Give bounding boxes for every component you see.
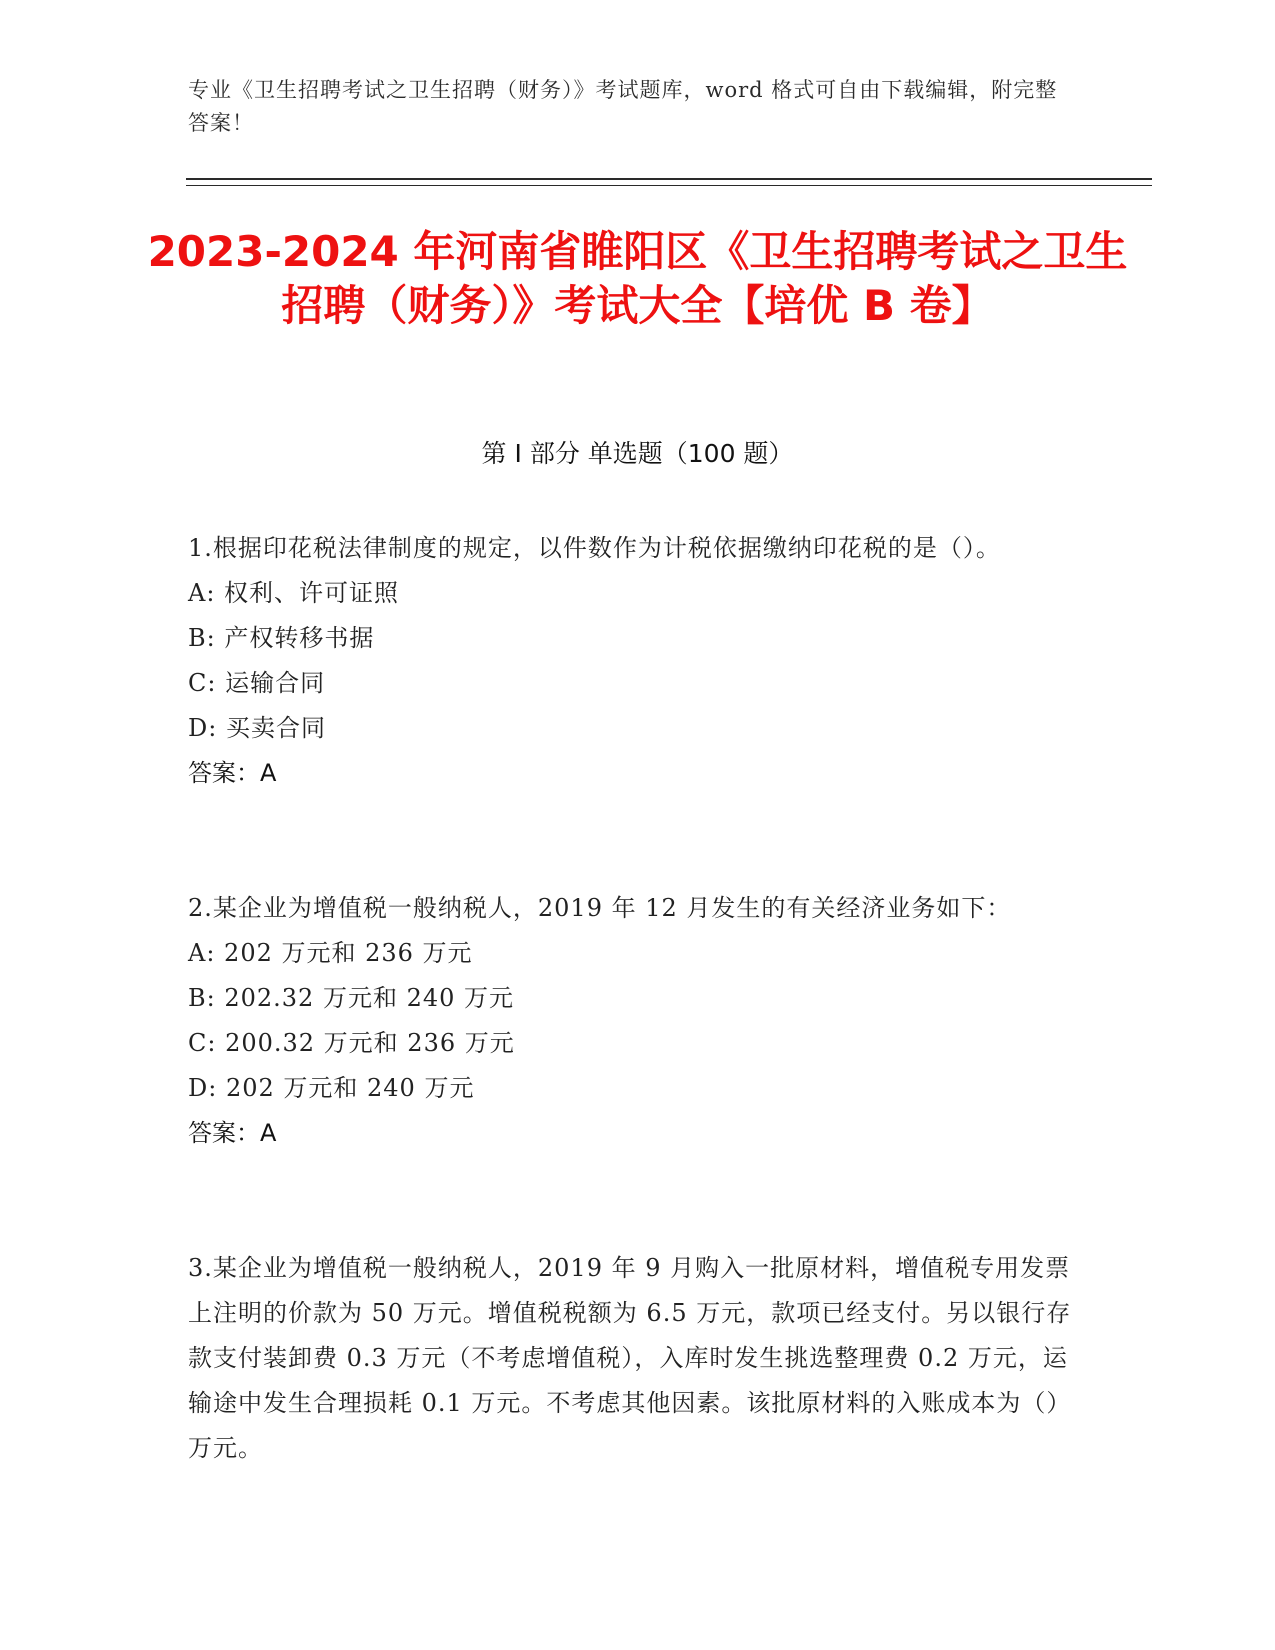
answer-line: 答案：A: [188, 759, 277, 787]
question-stem: 3.某企业为增值税一般纳税人，2019 年 9 月购入一批原材料，增值税专用发票上注明的价款为 50 万元。增值税税额为 6.5 万元，款项已经支付。另以银行存款支付装卸费 0.3 万元（不考虑增值税），入库时发生挑选整理费 0.2 万元，运输途中发生合理损耗 0.1 万元。不考虑其他因素。该批原材料的入账成本为（）万元。: [188, 1254, 1072, 1462]
option-b: B: 产权转移书据: [188, 624, 375, 652]
option-b: B: 202.32 万元和 240 万元: [188, 984, 515, 1012]
option-d: D: 买卖合同: [188, 714, 326, 742]
question-stem: 1.根据印花税法律制度的规定，以件数作为计税依据缴纳印花税的是（）。: [188, 534, 1001, 562]
option-c: C: 运输合同: [188, 669, 326, 697]
header-note: 专业《卫生招聘考试之卫生招聘（财务）》考试题库，word 格式可自由下载编辑，附完整答案！: [188, 78, 1058, 135]
question-stem: 2.某企业为增值税一般纳税人，2019 年 12 月发生的有关经济业务如下：: [188, 894, 1012, 922]
document-title: 2023-2024 年河南省睢阳区《卫生招聘考试之卫生招聘（财务）》考试大全【培优 B 卷】: [147, 227, 1128, 330]
option-a: A: 权利、许可证照: [188, 579, 400, 607]
option-d: D: 202 万元和 240 万元: [188, 1074, 475, 1102]
question-block: [188, 1246, 1088, 1471]
option-a: A: 202 万元和 236 万元: [188, 939, 473, 967]
section-heading: 第 I 部分 单选题（100 题）: [481, 439, 794, 468]
option-c: C: 200.32 万元和 236 万元: [188, 1029, 515, 1057]
question-block: [188, 886, 1088, 1156]
header-divider-thick: [186, 178, 1152, 180]
header-divider-thin: [186, 185, 1152, 186]
question-block: [188, 526, 1088, 796]
answer-line: 答案：A: [188, 1119, 277, 1147]
